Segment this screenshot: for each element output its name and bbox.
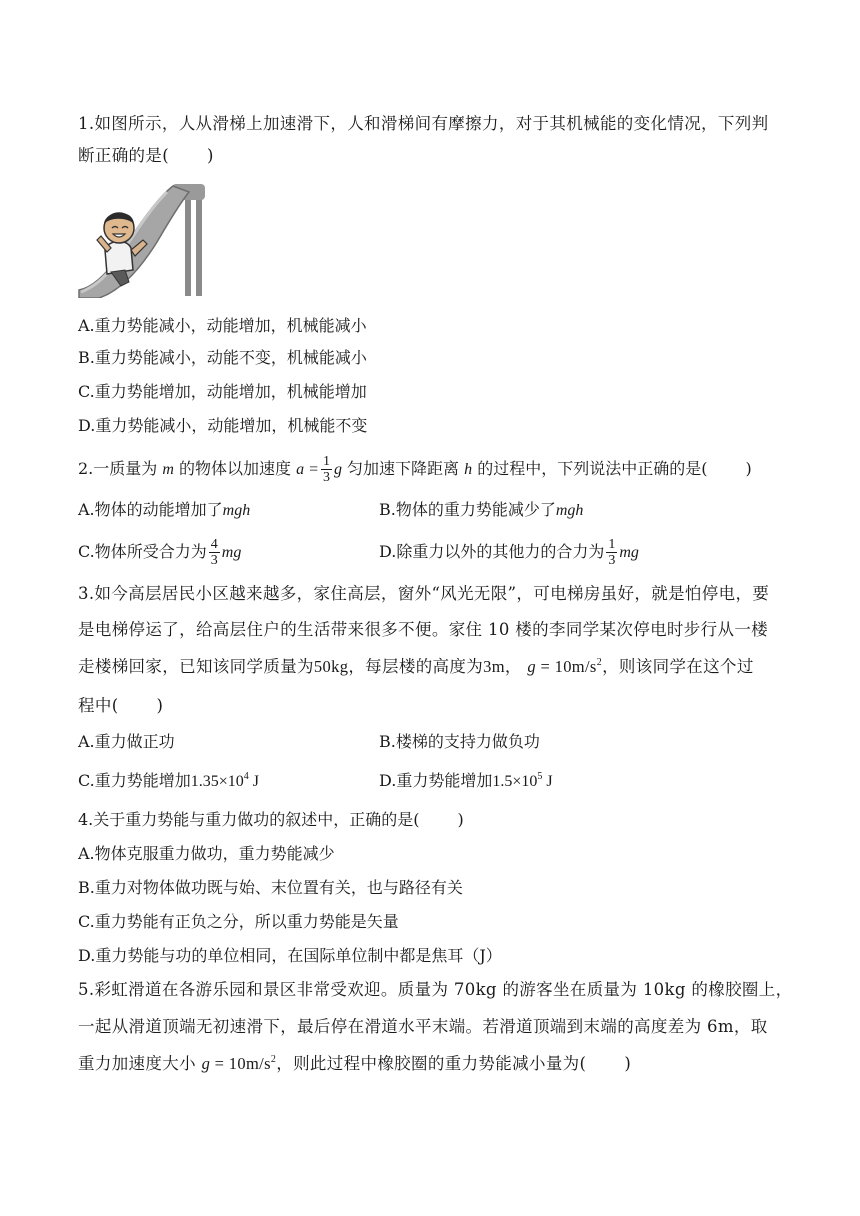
q2-text-distance: 匀加速下降距离 bbox=[347, 459, 460, 478]
q2-option-b-expr: mgh bbox=[555, 502, 584, 519]
q3-option-d bbox=[379, 771, 553, 792]
q1-option-d: D.重力势能减小，动能增加，机械能不变 bbox=[78, 416, 368, 435]
q2-stem bbox=[78, 453, 752, 487]
q4-option-b: B.重力对物体做功既与始、末位置有关，也与路径有关 bbox=[78, 878, 463, 897]
q2-paren-close: ) bbox=[745, 459, 752, 478]
q1-option-c: C.重力势能增加，动能增加，机械能增加 bbox=[78, 382, 367, 401]
q3-text-comma: ， bbox=[504, 657, 522, 676]
q2-option-c-text: C.物体所受合力为 bbox=[78, 542, 207, 561]
q2-text-prefix: 2.一质量为 bbox=[78, 459, 158, 478]
q2-option-c bbox=[78, 536, 241, 570]
q3-option-c-exponent: 4 bbox=[243, 771, 249, 782]
q2-g-symbol: g bbox=[333, 461, 342, 478]
q3-stem-line4 bbox=[78, 696, 163, 716]
q2-option-d-num: 1 bbox=[608, 537, 616, 552]
q2-option-d bbox=[379, 536, 639, 570]
q2-frac-den: 3 bbox=[322, 470, 330, 485]
q5-stem-line3 bbox=[78, 1054, 631, 1074]
q3-option-b: B.楼梯的支持力做负功 bbox=[379, 732, 540, 751]
q3-height-value: 3m bbox=[483, 657, 505, 676]
q2-option-b-text: B.物体的重力势能减少了 bbox=[379, 500, 556, 519]
q2-option-b bbox=[379, 500, 583, 521]
q2-text-accel: 的物体以加速度 bbox=[179, 459, 292, 478]
q1-stem-text: 断正确的是( bbox=[78, 146, 170, 165]
q2-option-d-fraction bbox=[606, 537, 617, 568]
q2-option-c-fraction bbox=[209, 537, 220, 568]
q5-text-g-intro: 重力加速度大小 bbox=[78, 1054, 196, 1073]
q3-option-a: A.重力做正功 bbox=[78, 732, 175, 751]
q3-mass-value: 50kg bbox=[313, 657, 349, 676]
q1-stem-line1: 1.如图所示，人从滑梯上加速滑下，人和滑梯间有摩擦力，对于其机械能的变化情况，下列判 bbox=[78, 114, 769, 133]
q4-option-a: A.物体克服重力做功，重力势能减少 bbox=[78, 844, 335, 863]
q3-stem-line2: 是电梯停运了，给高层住户的生活带来很多不便。家住 10 楼的李同学某次停电时步行从一楼 bbox=[78, 620, 769, 639]
q3-option-c bbox=[78, 771, 259, 792]
q4-paren-close: ) bbox=[457, 810, 464, 829]
q2-option-a bbox=[78, 500, 250, 521]
q3-text-tail: ，则该同学在这个过 bbox=[602, 657, 754, 676]
q2-option-a-text: A.物体的动能增加了 bbox=[78, 500, 223, 519]
q3-option-c-unit: J bbox=[248, 773, 260, 790]
q5-paren-close: ) bbox=[624, 1054, 632, 1073]
q2-a-symbol: a = bbox=[296, 461, 319, 478]
q2-option-d-expr: mg bbox=[619, 544, 639, 561]
q2-option-d-text: D.除重力以外的其他力的合力为 bbox=[379, 542, 605, 561]
q3-option-d-text: D.重力势能增加 bbox=[379, 771, 493, 790]
q3-paren-close: ) bbox=[156, 696, 164, 715]
q5-g-exponent: 2 bbox=[270, 1054, 277, 1065]
q5-g-symbol: g bbox=[201, 1054, 211, 1073]
q5-stem-line2: 一起从滑道顶端无初速滑下，最后停在滑道水平末端。若滑道顶端到末端的高度差为 6m，取 bbox=[78, 1017, 768, 1036]
q3-g-symbol: g bbox=[527, 657, 536, 676]
q4-option-c: C.重力势能有正负之分，所以重力势能是矢量 bbox=[78, 912, 399, 931]
q1-paren-close: ) bbox=[207, 146, 214, 165]
q2-option-c-den: 3 bbox=[210, 553, 218, 568]
q3-text-mass-intro: 走楼梯回家，已知该同学质量为 bbox=[78, 657, 314, 676]
q1-option-b: B.重力势能减小，动能不变，机械能减小 bbox=[78, 348, 367, 367]
q2-option-c-num: 4 bbox=[210, 537, 218, 552]
q3-option-c-text: C.重力势能增加 bbox=[78, 771, 191, 790]
q3-stem-line1: 3.如今高层居民小区越来越多，家住高层，窗外“风光无限”，可电梯房虽好，就是怕停电，要 bbox=[78, 584, 770, 603]
q3-option-d-exponent: 5 bbox=[537, 771, 543, 782]
q2-mass-symbol: m bbox=[162, 461, 174, 478]
q3-text-height-intro: ，每层楼的高度为 bbox=[348, 657, 484, 676]
q5-text-tail: ，则此过程中橡胶圈的重力势能减小量为( bbox=[276, 1054, 587, 1073]
q3-option-c-value: 1.35×10 bbox=[190, 773, 244, 790]
q5-stem-line1: 5.彩虹滑道在各游乐园和景区非常受欢迎。质量为 70kg 的游客坐在质量为 10kg 的橡胶圈上， bbox=[78, 980, 793, 999]
q2-frac-num: 1 bbox=[322, 454, 330, 469]
q3-text-end: 程中( bbox=[78, 696, 119, 715]
q2-option-d-den: 3 bbox=[608, 553, 616, 568]
q3-stem-line3 bbox=[78, 657, 754, 677]
q5-g-value: = 10m/s bbox=[210, 1054, 271, 1073]
q1-option-a: A.重力势能减小，动能增加，机械能减小 bbox=[78, 316, 367, 335]
q4-stem bbox=[78, 810, 464, 830]
q2-option-a-expr: mgh bbox=[222, 502, 251, 519]
q3-g-exponent: 2 bbox=[596, 657, 603, 668]
q1-stem-line2 bbox=[78, 146, 214, 166]
q2-fraction bbox=[321, 454, 332, 485]
q3-g-value: = 10m/s bbox=[536, 657, 597, 676]
q4-option-d: D.重力势能与功的单位相同，在国际单位制中都是焦耳（J） bbox=[78, 946, 502, 965]
q2-option-c-expr: mg bbox=[221, 544, 242, 561]
q2-h-symbol: h bbox=[464, 461, 473, 478]
q2-text-suffix: 的过程中，下列说法中正确的是( bbox=[477, 459, 708, 478]
slide-icon bbox=[77, 178, 205, 298]
q3-option-d-value: 1.5×10 bbox=[492, 773, 538, 790]
q3-option-d-unit: J bbox=[542, 773, 553, 790]
q4-stem-text: 4.关于重力势能与重力做功的叙述中，正确的是( bbox=[78, 810, 420, 829]
